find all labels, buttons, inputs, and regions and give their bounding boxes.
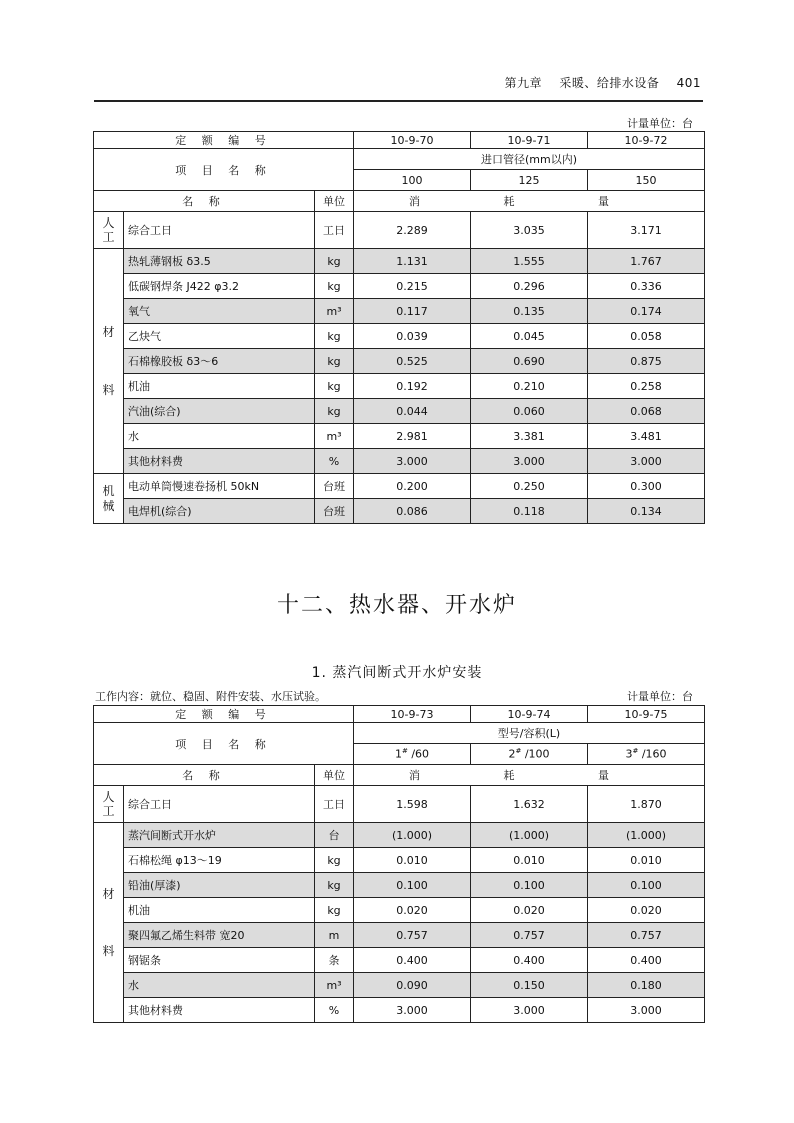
item-value: (1.000): [588, 823, 705, 848]
material-row: [94, 324, 705, 349]
item-name: 铅油(厚漆): [124, 873, 315, 898]
item-value: 0.020: [588, 898, 705, 923]
param-label: 进口管径(mm以内): [354, 149, 705, 170]
item-value: 0.045: [471, 324, 588, 349]
item-value: 0.058: [588, 324, 705, 349]
item-value: 1.632: [471, 786, 588, 823]
item-value: 0.250: [471, 474, 588, 499]
item-value: 0.757: [588, 923, 705, 948]
col-unit-header: 单位: [315, 765, 354, 786]
item-name: 热轧薄钢板 δ3.5: [124, 249, 315, 274]
item-value: 0.192: [354, 374, 471, 399]
material-row: [94, 249, 705, 274]
item-value: 3.035: [471, 212, 588, 249]
work-description: 工作内容：就位、稳固、附件安装、水压试验。: [95, 690, 326, 703]
material-row: [94, 823, 705, 848]
item-unit: 台: [315, 823, 354, 848]
item-value: 0.525: [354, 349, 471, 374]
item-value: 0.118: [471, 499, 588, 524]
item-unit: 条: [315, 948, 354, 973]
item-value: 0.174: [588, 299, 705, 324]
item-name: 水: [124, 424, 315, 449]
item-value: 0.010: [354, 848, 471, 873]
item-value: 0.210: [471, 374, 588, 399]
item-unit: m: [315, 923, 354, 948]
page-number: 401: [676, 76, 701, 90]
item-value: 0.090: [354, 973, 471, 998]
item-name: 水: [124, 973, 315, 998]
item-value: 0.400: [471, 948, 588, 973]
quota-code: 10-9-75: [588, 706, 705, 723]
col-name-header: 名 称: [94, 191, 315, 212]
material-row: [94, 299, 705, 324]
item-value: 1.598: [354, 786, 471, 823]
quota-table-2: [93, 705, 705, 1023]
quota-code: 10-9-70: [354, 132, 471, 149]
item-value: 0.039: [354, 324, 471, 349]
item-value: 1.870: [588, 786, 705, 823]
unit-label-2: 计量单位：台: [627, 690, 693, 703]
item-value: (1.000): [471, 823, 588, 848]
material-row: [94, 848, 705, 873]
item-value: 0.068: [588, 399, 705, 424]
item-name: 机油: [124, 898, 315, 923]
item-name-label: 项 目 名 称: [94, 723, 354, 765]
item-name: 乙炔气: [124, 324, 315, 349]
item-value: 0.134: [588, 499, 705, 524]
item-value: 1.555: [471, 249, 588, 274]
item-unit: m³: [315, 973, 354, 998]
item-unit: 工日: [315, 212, 354, 249]
item-name: 综合工日: [124, 212, 315, 249]
item-unit: m³: [315, 299, 354, 324]
material-row: [94, 399, 705, 424]
item-value: 3.000: [471, 449, 588, 474]
quota-table-1: [93, 131, 705, 524]
param-label: 型号/容积(L): [354, 723, 705, 744]
material-row: [94, 898, 705, 923]
item-value: 0.100: [471, 873, 588, 898]
column-header-row: [94, 765, 705, 786]
item-value: 0.060: [471, 399, 588, 424]
machine-row: [94, 499, 705, 524]
chapter-label: 第九章: [504, 76, 543, 90]
item-value: 0.400: [354, 948, 471, 973]
material-row: [94, 274, 705, 299]
header-text: [505, 74, 701, 91]
item-value: 0.180: [588, 973, 705, 998]
item-value: 0.690: [471, 349, 588, 374]
labor-row: [94, 786, 705, 823]
material-row: [94, 923, 705, 948]
item-name-label: 项 目 名 称: [94, 149, 354, 191]
item-name: 电焊机(综合): [124, 499, 315, 524]
item-value: 0.215: [354, 274, 471, 299]
category-materials: 材 料: [94, 823, 124, 1023]
item-unit: 台班: [315, 499, 354, 524]
item-unit: %: [315, 998, 354, 1023]
material-row: [94, 449, 705, 474]
quota-code: 10-9-73: [354, 706, 471, 723]
item-value: 0.336: [588, 274, 705, 299]
item-name: 电动单筒慢速卷扬机 50kN: [124, 474, 315, 499]
item-value: 0.875: [588, 349, 705, 374]
item-value: 0.150: [471, 973, 588, 998]
column-header-row: [94, 191, 705, 212]
item-name: 蒸汽间断式开水炉: [124, 823, 315, 848]
item-value: 0.010: [471, 848, 588, 873]
machine-row: [94, 474, 705, 499]
page-header: [94, 70, 703, 102]
sub-title: 1. 蒸汽间断式开水炉安装: [311, 665, 483, 681]
unit-label-1: 计量单位：台: [627, 117, 693, 130]
chapter-title: 采暖、给排水设备: [559, 76, 660, 90]
category-labor: 人 工: [94, 786, 124, 823]
param-value: 3# /160: [588, 744, 705, 765]
item-value: 3.000: [588, 449, 705, 474]
item-unit: 台班: [315, 474, 354, 499]
item-value: 0.010: [588, 848, 705, 873]
item-value: 2.981: [354, 424, 471, 449]
quota-label: 定 额 编 号: [94, 706, 354, 723]
item-value: 0.100: [588, 873, 705, 898]
item-name: 综合工日: [124, 786, 315, 823]
category-labor: 人 工: [94, 212, 124, 249]
category-machinery: 机 械: [94, 474, 124, 524]
item-value: 0.117: [354, 299, 471, 324]
param-value: 1# /60: [354, 744, 471, 765]
item-value: 0.258: [588, 374, 705, 399]
param-value: 100: [354, 170, 471, 191]
item-unit: %: [315, 449, 354, 474]
item-name: 氧气: [124, 299, 315, 324]
col-name-header: 名 称: [94, 765, 315, 786]
item-value: 0.757: [354, 923, 471, 948]
item-unit: kg: [315, 898, 354, 923]
item-unit: kg: [315, 249, 354, 274]
item-name: 其他材料费: [124, 998, 315, 1023]
param-label-row: [94, 723, 705, 744]
col-consume-header: 消 耗 量: [354, 191, 705, 212]
item-value: 1.767: [588, 249, 705, 274]
param-value: 2# /100: [471, 744, 588, 765]
item-unit: kg: [315, 848, 354, 873]
item-value: 0.100: [354, 873, 471, 898]
item-value: 0.020: [354, 898, 471, 923]
quota-code: 10-9-72: [588, 132, 705, 149]
material-row: [94, 948, 705, 973]
item-value: 0.400: [588, 948, 705, 973]
material-row: [94, 873, 705, 898]
item-name: 石棉橡胶板 δ3～6: [124, 349, 315, 374]
item-unit: m³: [315, 424, 354, 449]
quota-code-row: [94, 132, 705, 149]
param-value: 125: [471, 170, 588, 191]
material-row: [94, 998, 705, 1023]
col-consume-header: 消 耗 量: [354, 765, 705, 786]
quota-code-row: [94, 706, 705, 723]
quota-code: 10-9-74: [471, 706, 588, 723]
material-row: [94, 374, 705, 399]
param-label-row: [94, 149, 705, 170]
item-name: 石棉松绳 φ13～19: [124, 848, 315, 873]
item-unit: kg: [315, 374, 354, 399]
item-value: 3.171: [588, 212, 705, 249]
item-value: 3.481: [588, 424, 705, 449]
item-value: 0.300: [588, 474, 705, 499]
item-name: 机油: [124, 374, 315, 399]
item-value: 1.131: [354, 249, 471, 274]
item-value: 2.289: [354, 212, 471, 249]
item-unit: kg: [315, 324, 354, 349]
item-unit: kg: [315, 274, 354, 299]
material-row: [94, 424, 705, 449]
item-value: 0.044: [354, 399, 471, 424]
item-unit: kg: [315, 349, 354, 374]
item-name: 其他材料费: [124, 449, 315, 474]
quota-label: 定 额 编 号: [94, 132, 354, 149]
item-unit: kg: [315, 873, 354, 898]
item-value: 0.200: [354, 474, 471, 499]
item-value: 3.381: [471, 424, 588, 449]
item-unit: kg: [315, 399, 354, 424]
item-value: 0.020: [471, 898, 588, 923]
labor-row: [94, 212, 705, 249]
item-name: 汽油(综合): [124, 399, 315, 424]
material-row: [94, 349, 705, 374]
category-materials: 材 料: [94, 249, 124, 474]
item-name: 钢锯条: [124, 948, 315, 973]
item-value: 3.000: [588, 998, 705, 1023]
param-value: 150: [588, 170, 705, 191]
item-name: 聚四氟乙烯生料带 宽20: [124, 923, 315, 948]
item-value: 0.757: [471, 923, 588, 948]
col-unit-header: 单位: [315, 191, 354, 212]
item-name: 低碳钢焊条 J422 φ3.2: [124, 274, 315, 299]
section-title: 十二、热水器、开水炉: [276, 593, 517, 618]
item-value: (1.000): [354, 823, 471, 848]
item-value: 3.000: [354, 449, 471, 474]
item-value: 0.296: [471, 274, 588, 299]
quota-code: 10-9-71: [471, 132, 588, 149]
material-row: [94, 973, 705, 998]
item-value: 0.135: [471, 299, 588, 324]
item-value: 0.086: [354, 499, 471, 524]
item-value: 3.000: [471, 998, 588, 1023]
item-value: 3.000: [354, 998, 471, 1023]
item-unit: 工日: [315, 786, 354, 823]
